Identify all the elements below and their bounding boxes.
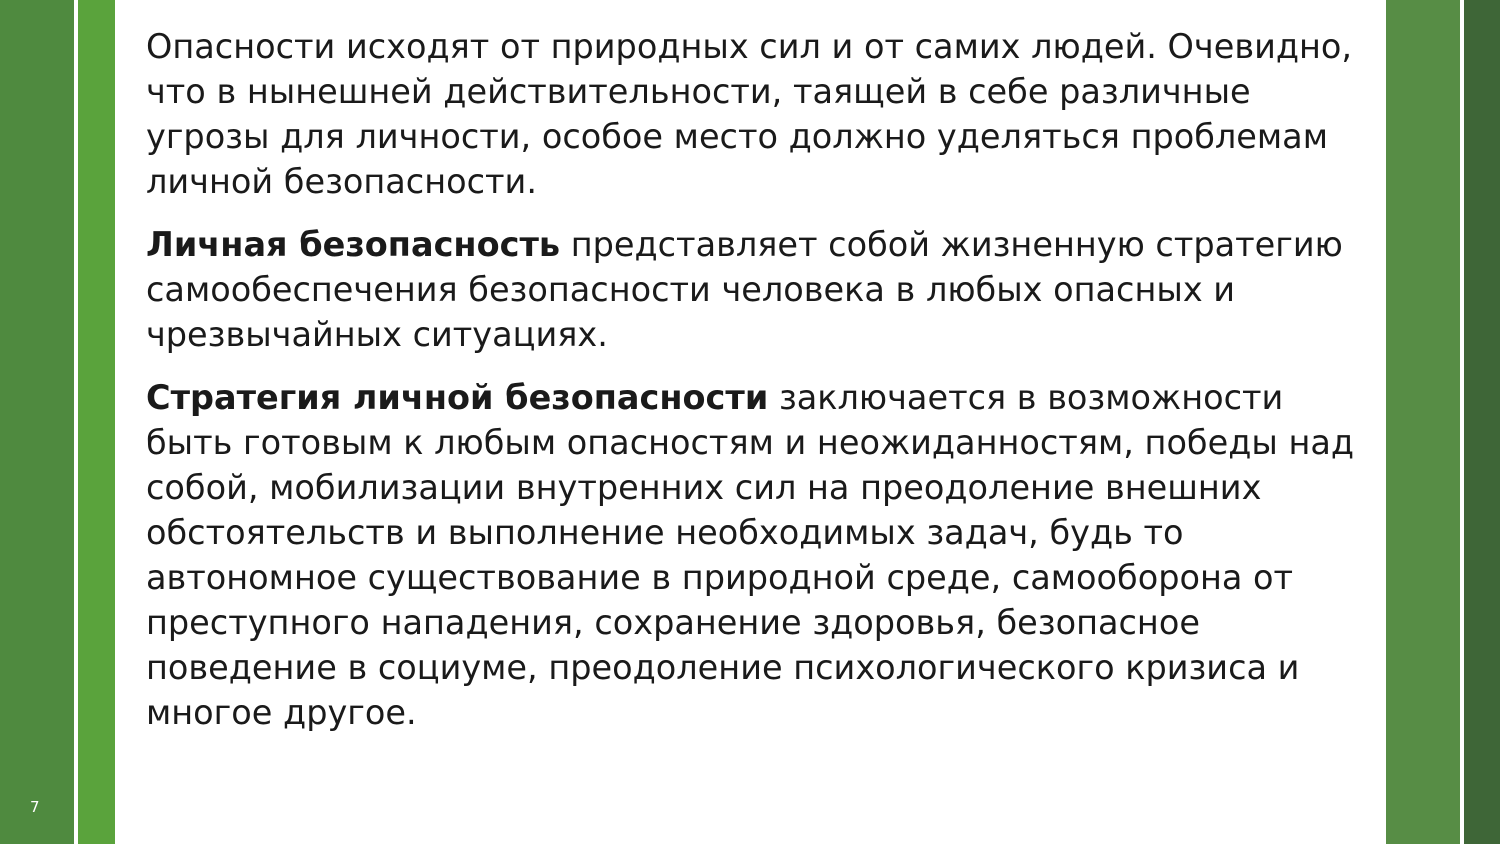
- term-personal-security: Личная безопасность: [146, 225, 561, 264]
- term-security-strategy: Стратегия личной безопасности: [146, 378, 769, 417]
- paragraph-text: Опасности исходят от природных сил и от самих людей. Очевидно, что в нынешней действительности, таящей в себе различные угрозы для личности, особое место должно уделяться проблемам личной безопасности.: [146, 27, 1353, 201]
- right-border-dark-stripe: [1464, 0, 1500, 844]
- slide-page-number: 7: [30, 798, 40, 816]
- paragraph-security-strategy: [146, 375, 1378, 735]
- paragraph-personal-security: [146, 222, 1378, 357]
- left-border-bright-stripe: [78, 0, 115, 844]
- left-border-dark-stripe: [0, 0, 74, 844]
- paragraph-text: представляет собой жизненную стратегию самообеспечения безопасности человека в любых опасных и чрезвычайных ситуациях.: [146, 225, 1343, 354]
- right-border-mid-stripe: [1386, 0, 1460, 844]
- paragraph-intro: [146, 24, 1378, 204]
- paragraph-text: заключается в возможности быть готовым к любым опасностям и неожиданностям, победы над собой, мобилизации внутренних сил на преодоление внешних обстоятельств и выполнение необходимых задач, будь то автономное существование в природной среде, самооборона от преступного нападения, сохранение здоровья, безопасное поведение в социуме, преодоление психологического кризиса и многое другое.: [146, 378, 1355, 732]
- slide-body: [146, 24, 1378, 735]
